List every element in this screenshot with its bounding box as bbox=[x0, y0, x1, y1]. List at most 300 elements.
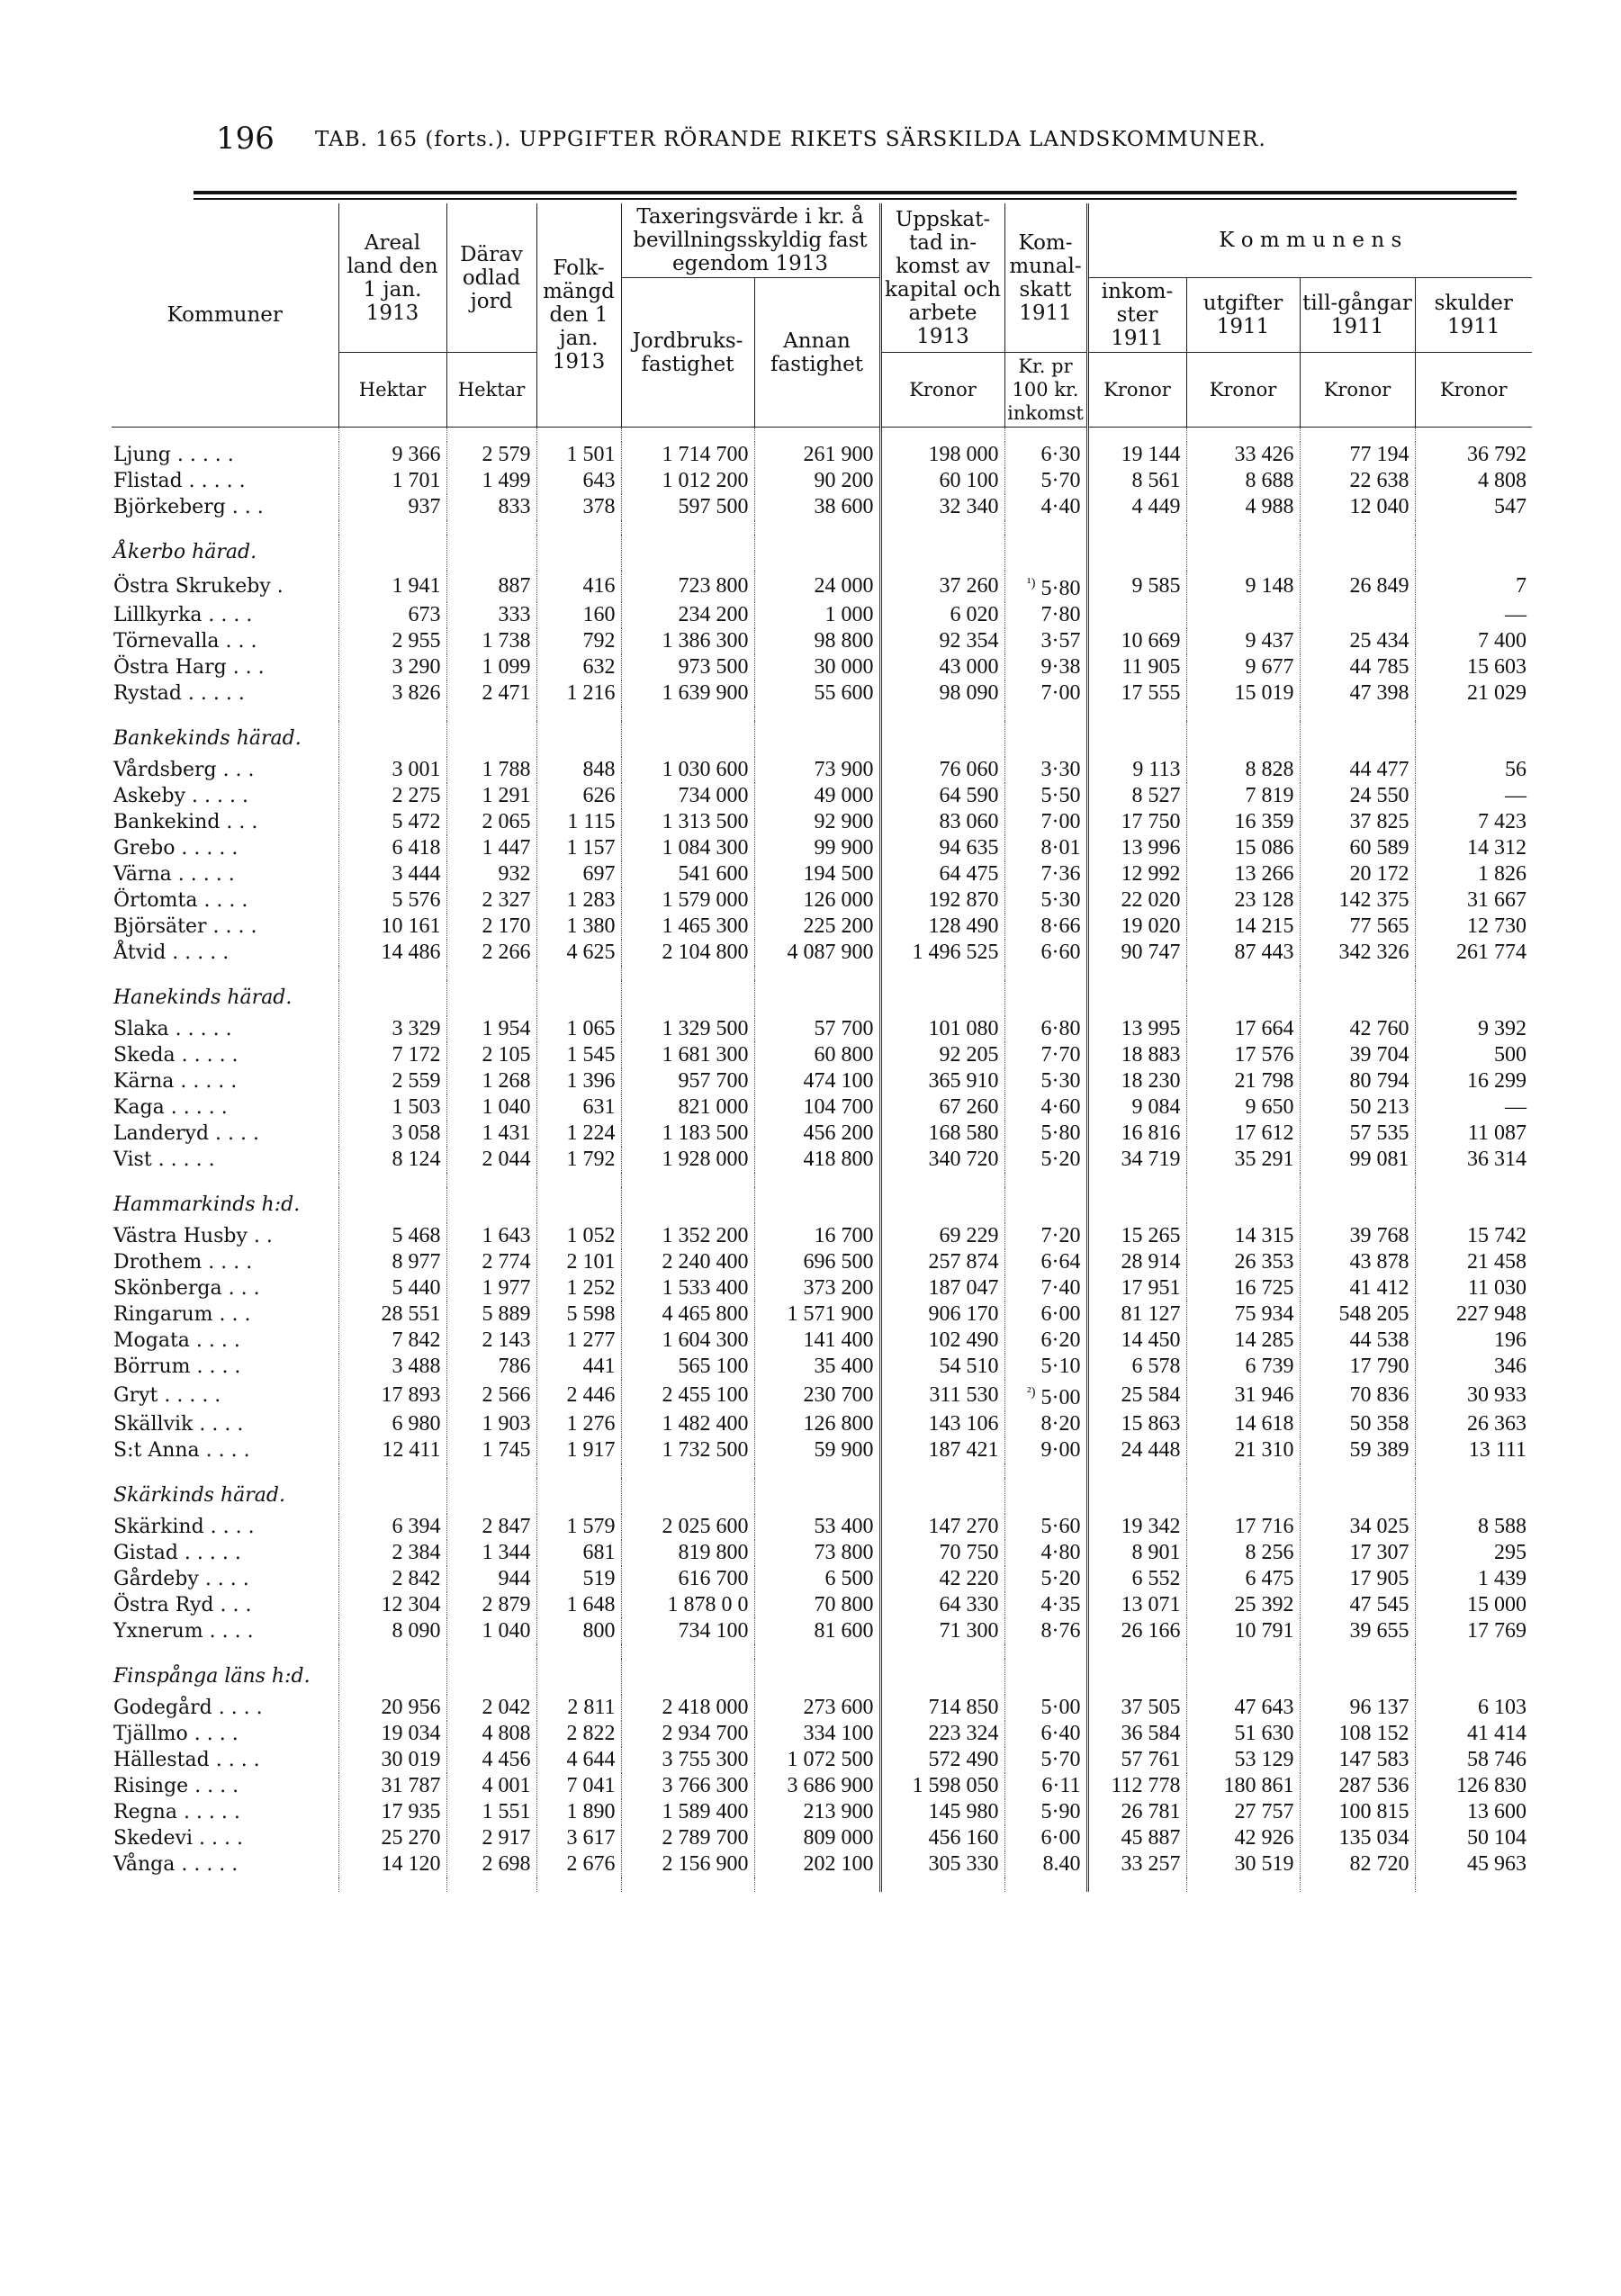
cell-inkomster: 15 265 bbox=[1087, 1223, 1186, 1249]
table-row bbox=[112, 1042, 1532, 1068]
cell-folk: 1 157 bbox=[536, 835, 621, 861]
cell-annan: 213 900 bbox=[754, 1799, 880, 1825]
cell-utgifter: 35 291 bbox=[1186, 1147, 1300, 1173]
cell-odlad: 1 040 bbox=[446, 1094, 536, 1121]
cell-kommun: Skällvik . . . . bbox=[113, 1413, 244, 1436]
cell-folk: 792 bbox=[536, 628, 621, 654]
cell-uppskattad: 714 850 bbox=[880, 1695, 1004, 1721]
cell-uppskattad: 64 330 bbox=[880, 1592, 1004, 1618]
page-number: 196 bbox=[216, 121, 275, 157]
cell-kommunalskatt: 8.40 bbox=[1004, 1851, 1087, 1877]
unit-kommunalskatt: Kr. pr 100 kr. inkomst bbox=[1004, 353, 1087, 428]
cell-jordbruk: 819 800 bbox=[621, 1540, 754, 1566]
cell-odlad: 2 266 bbox=[446, 940, 536, 966]
cell-inkomster: 25 584 bbox=[1087, 1380, 1186, 1411]
cell-skulder: 196 bbox=[1415, 1328, 1532, 1354]
cell-jordbruk: 1 639 900 bbox=[621, 680, 754, 707]
cell-jordbruk: 1 352 200 bbox=[621, 1223, 754, 1249]
cell-annan: 1 000 bbox=[754, 602, 880, 628]
cell-jordbruk: 616 700 bbox=[621, 1566, 754, 1592]
cell-skulder: — bbox=[1415, 1094, 1532, 1121]
cell-skulder: 14 312 bbox=[1415, 835, 1532, 861]
cell-folk: 1 115 bbox=[536, 809, 621, 835]
cell-skulder: 17 769 bbox=[1415, 1618, 1532, 1644]
table-row bbox=[112, 1249, 1532, 1275]
cell-odlad: 786 bbox=[446, 1354, 536, 1380]
cell-inkomster: 17 555 bbox=[1087, 680, 1186, 707]
cell-annan: 6 500 bbox=[754, 1566, 880, 1592]
cell-kommun: Gryt . . . . . bbox=[113, 1384, 221, 1407]
cell-kommunalskatt: 7·00 bbox=[1004, 809, 1087, 835]
table-row bbox=[112, 442, 1532, 468]
cell-odlad: 1 291 bbox=[446, 783, 536, 809]
cell-skulder: 346 bbox=[1415, 1354, 1532, 1380]
cell-skulder: 295 bbox=[1415, 1540, 1532, 1566]
cell-skulder: 7 400 bbox=[1415, 628, 1532, 654]
cell-odlad: 944 bbox=[446, 1566, 536, 1592]
cell-annan: 57 700 bbox=[754, 1016, 880, 1042]
cell-inkomster: 15 863 bbox=[1087, 1411, 1186, 1437]
cell-utgifter: 9 677 bbox=[1186, 654, 1300, 680]
cell-odlad: 2 698 bbox=[446, 1851, 536, 1877]
cell-areal: 1 503 bbox=[338, 1094, 446, 1121]
cell-kommun: Östra Skrukeby . bbox=[113, 575, 284, 598]
cell-skulder: 58 746 bbox=[1415, 1747, 1532, 1773]
cell-kommun: Slaka . . . . . bbox=[113, 1018, 232, 1040]
cell-annan: 1 072 500 bbox=[754, 1747, 880, 1773]
cell-kommunalskatt: 9·00 bbox=[1004, 1437, 1087, 1463]
table-row bbox=[112, 1121, 1532, 1147]
cell-uppskattad: 94 635 bbox=[880, 835, 1004, 861]
cell-kommun: Vånga . . . . . bbox=[113, 1853, 239, 1876]
cell-inkomster: 22 020 bbox=[1087, 887, 1186, 914]
cell-inkomster: 8 901 bbox=[1087, 1540, 1186, 1566]
cell-kommun: Östra Harg . . . bbox=[113, 656, 265, 679]
cell-areal: 3 001 bbox=[338, 757, 446, 783]
cell-annan: 30 000 bbox=[754, 654, 880, 680]
cell-tillgangar: 12 040 bbox=[1300, 494, 1415, 520]
cell-utgifter: 33 426 bbox=[1186, 442, 1300, 468]
cell-utgifter: 8 256 bbox=[1186, 1540, 1300, 1566]
cell-tillgangar: 39 655 bbox=[1300, 1618, 1415, 1644]
cell-kommunalskatt: 8·76 bbox=[1004, 1618, 1087, 1644]
cell-jordbruk: 2 789 700 bbox=[621, 1825, 754, 1851]
cell-uppskattad: 223 324 bbox=[880, 1721, 1004, 1747]
cell-odlad: 2 847 bbox=[446, 1514, 536, 1540]
cell-odlad: 1 344 bbox=[446, 1540, 536, 1566]
cell-utgifter: 23 128 bbox=[1186, 887, 1300, 914]
section-heading-row bbox=[112, 1478, 1532, 1514]
cell-annan: 225 200 bbox=[754, 914, 880, 940]
cell-kommun: Godegård . . . . bbox=[113, 1697, 263, 1719]
cell-uppskattad: 101 080 bbox=[880, 1016, 1004, 1042]
cell-inkomster: 17 951 bbox=[1087, 1275, 1186, 1301]
cell-tillgangar: 47 545 bbox=[1300, 1592, 1415, 1618]
cell-utgifter bbox=[1186, 602, 1300, 628]
cell-areal: 3 290 bbox=[338, 654, 446, 680]
col-tillgangar: till-gångar 1911 bbox=[1300, 278, 1415, 353]
cell-uppskattad: 192 870 bbox=[880, 887, 1004, 914]
table-header bbox=[112, 203, 1532, 428]
col-inkomster: inkom-ster 1911 bbox=[1087, 278, 1186, 353]
cell-uppskattad: 187 047 bbox=[880, 1275, 1004, 1301]
cell-folk: 3 617 bbox=[536, 1825, 621, 1851]
statistics-table bbox=[112, 203, 1532, 1892]
cell-jordbruk: 2 934 700 bbox=[621, 1721, 754, 1747]
cell-folk: 1 545 bbox=[536, 1042, 621, 1068]
col-annan: Annan fastighet bbox=[754, 278, 880, 428]
cell-areal: 5 576 bbox=[338, 887, 446, 914]
cell-kommunalskatt: 5·00 bbox=[1004, 1695, 1087, 1721]
cell-skulder: 9 392 bbox=[1415, 1016, 1532, 1042]
cell-skulder: 50 104 bbox=[1415, 1825, 1532, 1851]
section-heading: Skärkinds härad. bbox=[113, 1484, 285, 1507]
top-rule bbox=[194, 191, 1517, 194]
cell-skulder: 11 087 bbox=[1415, 1121, 1532, 1147]
cell-annan: 53 400 bbox=[754, 1514, 880, 1540]
col-jordbruk: Jordbruks-fastighet bbox=[621, 278, 754, 428]
spacer-row bbox=[112, 428, 1532, 443]
cell-skulder: 227 948 bbox=[1415, 1301, 1532, 1328]
cell-annan: 92 900 bbox=[754, 809, 880, 835]
cell-annan: 261 900 bbox=[754, 442, 880, 468]
table-row bbox=[112, 861, 1532, 887]
cell-inkomster: 12 992 bbox=[1087, 861, 1186, 887]
cell-annan: 126 800 bbox=[754, 1411, 880, 1437]
cell-annan: 373 200 bbox=[754, 1275, 880, 1301]
cell-kommun: Björkeberg . . . bbox=[113, 496, 264, 518]
cell-utgifter: 25 392 bbox=[1186, 1592, 1300, 1618]
cell-tillgangar: 135 034 bbox=[1300, 1825, 1415, 1851]
cell-odlad: 1 551 bbox=[446, 1799, 536, 1825]
cell-annan: 59 900 bbox=[754, 1437, 880, 1463]
table-row bbox=[112, 1094, 1532, 1121]
cell-utgifter: 51 630 bbox=[1186, 1721, 1300, 1747]
cell-jordbruk: 1 030 600 bbox=[621, 757, 754, 783]
cell-utgifter: 26 353 bbox=[1186, 1249, 1300, 1275]
cell-skulder: — bbox=[1415, 602, 1532, 628]
table-row bbox=[112, 1618, 1532, 1644]
cell-areal: 7 842 bbox=[338, 1328, 446, 1354]
cell-skulder: 4 808 bbox=[1415, 468, 1532, 494]
table-row bbox=[112, 1380, 1532, 1411]
cell-inkomster: 81 127 bbox=[1087, 1301, 1186, 1328]
cell-folk: 2 676 bbox=[536, 1851, 621, 1877]
cell-areal: 12 411 bbox=[338, 1437, 446, 1463]
table-row bbox=[112, 654, 1532, 680]
cell-skulder: — bbox=[1415, 783, 1532, 809]
cell-kommunalskatt: 8·66 bbox=[1004, 914, 1087, 940]
cell-folk: 519 bbox=[536, 1566, 621, 1592]
table-row bbox=[112, 1275, 1532, 1301]
cell-utgifter: 180 861 bbox=[1186, 1773, 1300, 1799]
cell-odlad: 4 001 bbox=[446, 1773, 536, 1799]
cell-uppskattad: 70 750 bbox=[880, 1540, 1004, 1566]
cell-inkomster: 13 995 bbox=[1087, 1016, 1186, 1042]
cell-folk: 1 917 bbox=[536, 1437, 621, 1463]
cell-tillgangar: 24 550 bbox=[1300, 783, 1415, 809]
cell-odlad: 1 977 bbox=[446, 1275, 536, 1301]
cell-areal: 19 034 bbox=[338, 1721, 446, 1747]
cell-skulder: 261 774 bbox=[1415, 940, 1532, 966]
cell-inkomster: 57 761 bbox=[1087, 1747, 1186, 1773]
cell-areal: 9 366 bbox=[338, 442, 446, 468]
cell-skulder: 500 bbox=[1415, 1042, 1532, 1068]
cell-areal: 20 956 bbox=[338, 1695, 446, 1721]
cell-tillgangar: 99 081 bbox=[1300, 1147, 1415, 1173]
cell-tillgangar: 26 849 bbox=[1300, 571, 1415, 602]
cell-inkomster: 11 905 bbox=[1087, 654, 1186, 680]
cell-odlad: 1 903 bbox=[446, 1411, 536, 1437]
cell-kommun: Ringarum . . . bbox=[113, 1303, 251, 1326]
cell-annan: 104 700 bbox=[754, 1094, 880, 1121]
cell-jordbruk: 1 183 500 bbox=[621, 1121, 754, 1147]
cell-inkomster: 9 084 bbox=[1087, 1094, 1186, 1121]
cell-odlad: 887 bbox=[446, 571, 536, 602]
cell-inkomster: 10 669 bbox=[1087, 628, 1186, 654]
cell-inkomster: 33 257 bbox=[1087, 1851, 1186, 1877]
cell-odlad: 833 bbox=[446, 494, 536, 520]
cell-uppskattad: 456 160 bbox=[880, 1825, 1004, 1851]
cell-folk: 1 501 bbox=[536, 442, 621, 468]
cell-skulder: 8 588 bbox=[1415, 1514, 1532, 1540]
cell-folk: 1 276 bbox=[536, 1411, 621, 1437]
cell-folk: 848 bbox=[536, 757, 621, 783]
cell-jordbruk: 1 465 300 bbox=[621, 914, 754, 940]
cell-tillgangar: 20 172 bbox=[1300, 861, 1415, 887]
cell-inkomster: 26 781 bbox=[1087, 1799, 1186, 1825]
cell-areal: 2 559 bbox=[338, 1068, 446, 1094]
cell-annan: 418 800 bbox=[754, 1147, 880, 1173]
cell-odlad: 1 745 bbox=[446, 1437, 536, 1463]
cell-odlad: 1 954 bbox=[446, 1016, 536, 1042]
cell-kommun: Bankekind . . . bbox=[113, 811, 258, 833]
cell-kommunalskatt: 5·70 bbox=[1004, 1747, 1087, 1773]
cell-inkomster: 17 750 bbox=[1087, 809, 1186, 835]
cell-areal: 5 472 bbox=[338, 809, 446, 835]
cell-annan: 474 100 bbox=[754, 1068, 880, 1094]
cell-inkomster: 4 449 bbox=[1087, 494, 1186, 520]
cell-kommunalskatt: 8·20 bbox=[1004, 1411, 1087, 1437]
cell-utgifter: 15 019 bbox=[1186, 680, 1300, 707]
cell-inkomster: 14 450 bbox=[1087, 1328, 1186, 1354]
cell-kommun: Grebo . . . . . bbox=[113, 837, 239, 860]
cell-inkomster: 36 584 bbox=[1087, 1721, 1186, 1747]
cell-odlad: 2 327 bbox=[446, 887, 536, 914]
cell-kommunalskatt: 6·30 bbox=[1004, 442, 1087, 468]
cell-kommun: Börrum . . . . bbox=[113, 1355, 241, 1378]
cell-kommunalskatt: 7·00 bbox=[1004, 680, 1087, 707]
cell-areal: 12 304 bbox=[338, 1592, 446, 1618]
col-darav: Därav odlad jord bbox=[446, 203, 536, 353]
cell-tillgangar: 342 326 bbox=[1300, 940, 1415, 966]
cell-annan: 1 571 900 bbox=[754, 1301, 880, 1328]
cell-jordbruk: 2 025 600 bbox=[621, 1514, 754, 1540]
cell-skulder: 6 103 bbox=[1415, 1695, 1532, 1721]
cell-tillgangar: 77 194 bbox=[1300, 442, 1415, 468]
cell-kommun: Värna . . . . . bbox=[113, 863, 235, 886]
cell-tillgangar: 50 213 bbox=[1300, 1094, 1415, 1121]
unit-tillgangar: Kronor bbox=[1300, 353, 1415, 428]
cell-odlad: 2 774 bbox=[446, 1249, 536, 1275]
cell-jordbruk: 3 755 300 bbox=[621, 1747, 754, 1773]
cell-utgifter: 9 148 bbox=[1186, 571, 1300, 602]
cell-uppskattad: 42 220 bbox=[880, 1566, 1004, 1592]
cell-uppskattad: 98 090 bbox=[880, 680, 1004, 707]
cell-odlad: 1 788 bbox=[446, 757, 536, 783]
cell-jordbruk: 2 104 800 bbox=[621, 940, 754, 966]
cell-folk: 631 bbox=[536, 1094, 621, 1121]
cell-uppskattad: 37 260 bbox=[880, 571, 1004, 602]
cell-utgifter: 31 946 bbox=[1186, 1380, 1300, 1411]
cell-utgifter: 4 988 bbox=[1186, 494, 1300, 520]
table-row bbox=[112, 914, 1532, 940]
table-row bbox=[112, 940, 1532, 966]
cell-skulder: 30 933 bbox=[1415, 1380, 1532, 1411]
cell-utgifter: 17 716 bbox=[1186, 1514, 1300, 1540]
cell-odlad: 2 042 bbox=[446, 1695, 536, 1721]
table-row bbox=[112, 1068, 1532, 1094]
cell-odlad: 4 808 bbox=[446, 1721, 536, 1747]
cell-jordbruk: 3 766 300 bbox=[621, 1773, 754, 1799]
cell-tillgangar: 287 536 bbox=[1300, 1773, 1415, 1799]
cell-annan: 73 800 bbox=[754, 1540, 880, 1566]
cell-annan: 49 000 bbox=[754, 783, 880, 809]
cell-inkomster: 9 585 bbox=[1087, 571, 1186, 602]
cell-areal: 6 394 bbox=[338, 1514, 446, 1540]
section-heading: Hammarkinds h:d. bbox=[113, 1193, 301, 1216]
cell-kommunalskatt: 8·01 bbox=[1004, 835, 1087, 861]
cell-kommun: Örtomta . . . . bbox=[113, 889, 248, 912]
cell-kommun: Törnevalla . . . bbox=[113, 630, 257, 653]
cell-uppskattad: 572 490 bbox=[880, 1747, 1004, 1773]
cell-inkomster: 16 816 bbox=[1087, 1121, 1186, 1147]
cell-skulder: 12 730 bbox=[1415, 914, 1532, 940]
cell-jordbruk: 1 604 300 bbox=[621, 1328, 754, 1354]
table-row bbox=[112, 783, 1532, 809]
cell-jordbruk: 723 800 bbox=[621, 571, 754, 602]
cell-annan: 16 700 bbox=[754, 1223, 880, 1249]
cell-annan: 230 700 bbox=[754, 1380, 880, 1411]
cell-annan: 334 100 bbox=[754, 1721, 880, 1747]
cell-kommun: Yxnerum . . . . bbox=[113, 1620, 254, 1643]
cell-utgifter: 17 576 bbox=[1186, 1042, 1300, 1068]
cell-annan: 696 500 bbox=[754, 1249, 880, 1275]
cell-folk: 1 277 bbox=[536, 1328, 621, 1354]
cell-skulder: 126 830 bbox=[1415, 1773, 1532, 1799]
cell-skulder: 15 000 bbox=[1415, 1592, 1532, 1618]
cell-areal: 10 161 bbox=[338, 914, 446, 940]
cell-jordbruk: 1 084 300 bbox=[621, 835, 754, 861]
cell-tillgangar: 42 760 bbox=[1300, 1016, 1415, 1042]
table-row bbox=[112, 835, 1532, 861]
cell-areal: 673 bbox=[338, 602, 446, 628]
cell-utgifter: 9 650 bbox=[1186, 1094, 1300, 1121]
cell-jordbruk: 1 589 400 bbox=[621, 1799, 754, 1825]
cell-areal: 3 329 bbox=[338, 1016, 446, 1042]
cell-skulder: 11 030 bbox=[1415, 1275, 1532, 1301]
cell-odlad: 932 bbox=[446, 861, 536, 887]
cell-skulder: 15 603 bbox=[1415, 654, 1532, 680]
table-row bbox=[112, 602, 1532, 628]
cell-uppskattad: 92 354 bbox=[880, 628, 1004, 654]
cell-inkomster: 8 527 bbox=[1087, 783, 1186, 809]
cell-tillgangar: 50 358 bbox=[1300, 1411, 1415, 1437]
cell-folk: 1 396 bbox=[536, 1068, 621, 1094]
cell-kommun: Vist . . . . . bbox=[113, 1148, 215, 1171]
cell-kommunalskatt bbox=[1004, 571, 1087, 602]
cell-tillgangar: 43 878 bbox=[1300, 1249, 1415, 1275]
cell-utgifter: 16 359 bbox=[1186, 809, 1300, 835]
cell-skulder: 1 439 bbox=[1415, 1566, 1532, 1592]
cell-annan: 60 800 bbox=[754, 1042, 880, 1068]
cell-areal: 2 384 bbox=[338, 1540, 446, 1566]
cell-folk: 1 380 bbox=[536, 914, 621, 940]
cell-odlad: 2 170 bbox=[446, 914, 536, 940]
cell-uppskattad: 32 340 bbox=[880, 494, 1004, 520]
cell-folk: 1 216 bbox=[536, 680, 621, 707]
cell-tillgangar: 57 535 bbox=[1300, 1121, 1415, 1147]
cell-folk: 1 890 bbox=[536, 1799, 621, 1825]
cell-odlad: 5 889 bbox=[446, 1301, 536, 1328]
cell-kommun: Flistad . . . . . bbox=[113, 470, 246, 492]
page-header bbox=[216, 121, 1512, 157]
cell-utgifter: 17 612 bbox=[1186, 1121, 1300, 1147]
cell-odlad: 1 738 bbox=[446, 628, 536, 654]
cell-uppskattad: 6 020 bbox=[880, 602, 1004, 628]
cell-kommunalskatt: 5·60 bbox=[1004, 1514, 1087, 1540]
cell-utgifter: 14 315 bbox=[1186, 1223, 1300, 1249]
cell-areal: 1 941 bbox=[338, 571, 446, 602]
cell-inkomster: 37 505 bbox=[1087, 1695, 1186, 1721]
unit-utgifter: Kronor bbox=[1186, 353, 1300, 428]
cell-tillgangar: 77 565 bbox=[1300, 914, 1415, 940]
cell-areal: 8 090 bbox=[338, 1618, 446, 1644]
cell-annan: 809 000 bbox=[754, 1825, 880, 1851]
cell-odlad: 2 065 bbox=[446, 809, 536, 835]
cell-inkomster: 18 883 bbox=[1087, 1042, 1186, 1068]
cell-tillgangar: 47 398 bbox=[1300, 680, 1415, 707]
cell-tillgangar: 80 794 bbox=[1300, 1068, 1415, 1094]
table-row bbox=[112, 1721, 1532, 1747]
cell-kommunalskatt: 4·60 bbox=[1004, 1094, 1087, 1121]
cell-jordbruk: 821 000 bbox=[621, 1094, 754, 1121]
cell-odlad: 1 431 bbox=[446, 1121, 536, 1147]
cell-utgifter: 15 086 bbox=[1186, 835, 1300, 861]
cell-jordbruk: 1 012 200 bbox=[621, 468, 754, 494]
cell-tillgangar: 41 412 bbox=[1300, 1275, 1415, 1301]
table-body bbox=[112, 428, 1532, 1893]
cell-kommun: Björsäter . . . . bbox=[113, 915, 257, 938]
cell-annan: 4 087 900 bbox=[754, 940, 880, 966]
cell-tillgangar: 44 785 bbox=[1300, 654, 1415, 680]
cell-tillgangar bbox=[1300, 602, 1415, 628]
cell-jordbruk: 2 156 900 bbox=[621, 1851, 754, 1877]
cell-folk: 416 bbox=[536, 571, 621, 602]
cell-kommunalskatt: 5·90 bbox=[1004, 1799, 1087, 1825]
cell-skulder: 13 600 bbox=[1415, 1799, 1532, 1825]
table-row bbox=[112, 680, 1532, 707]
cell-areal: 3 488 bbox=[338, 1354, 446, 1380]
table-row bbox=[112, 809, 1532, 835]
cell-uppskattad: 340 720 bbox=[880, 1147, 1004, 1173]
cell-uppskattad: 198 000 bbox=[880, 442, 1004, 468]
cell-uppskattad: 168 580 bbox=[880, 1121, 1004, 1147]
cell-utgifter: 10 791 bbox=[1186, 1618, 1300, 1644]
page-title: TAB. 165 (forts.). UPPGIFTER RÖRANDE RIKETS SÄRSKILDA LANDSKOMMUNER. bbox=[315, 128, 1266, 151]
cell-kommun: Risinge . . . . bbox=[113, 1775, 239, 1797]
table-row bbox=[112, 494, 1532, 520]
